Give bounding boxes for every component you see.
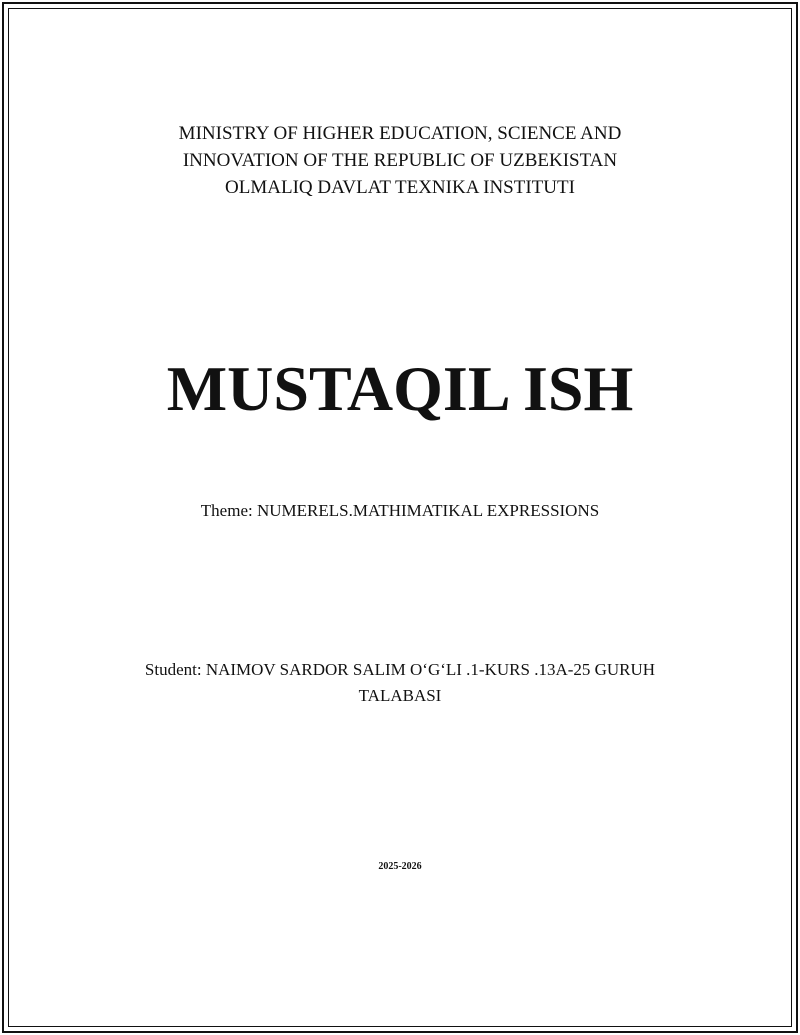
theme-line: Theme: NUMERELS.MATHIMATIKAL EXPRESSIONS bbox=[200, 501, 600, 520]
academic-year: 2025-2026 bbox=[378, 861, 422, 872]
student-line-2: TALABASI bbox=[358, 686, 442, 705]
header-line-3: OLMALIQ DAVLAT TEXNIKA INSTITUTI bbox=[225, 177, 575, 198]
student-line-1: Student: NAIMOV SARDOR SALIM O‘G‘LI .1-KURS .13A-25 GURUH bbox=[144, 660, 656, 679]
institution-header bbox=[0, 120, 800, 201]
header-line-1: MINISTRY OF HIGHER EDUCATION, SCIENCE AND bbox=[178, 123, 622, 144]
document-title: MUSTAQIL ISH bbox=[166, 353, 634, 424]
student-info bbox=[0, 657, 800, 709]
header-line-2: INNOVATION OF THE REPUBLIC OF UZBEKISTAN bbox=[182, 150, 618, 171]
